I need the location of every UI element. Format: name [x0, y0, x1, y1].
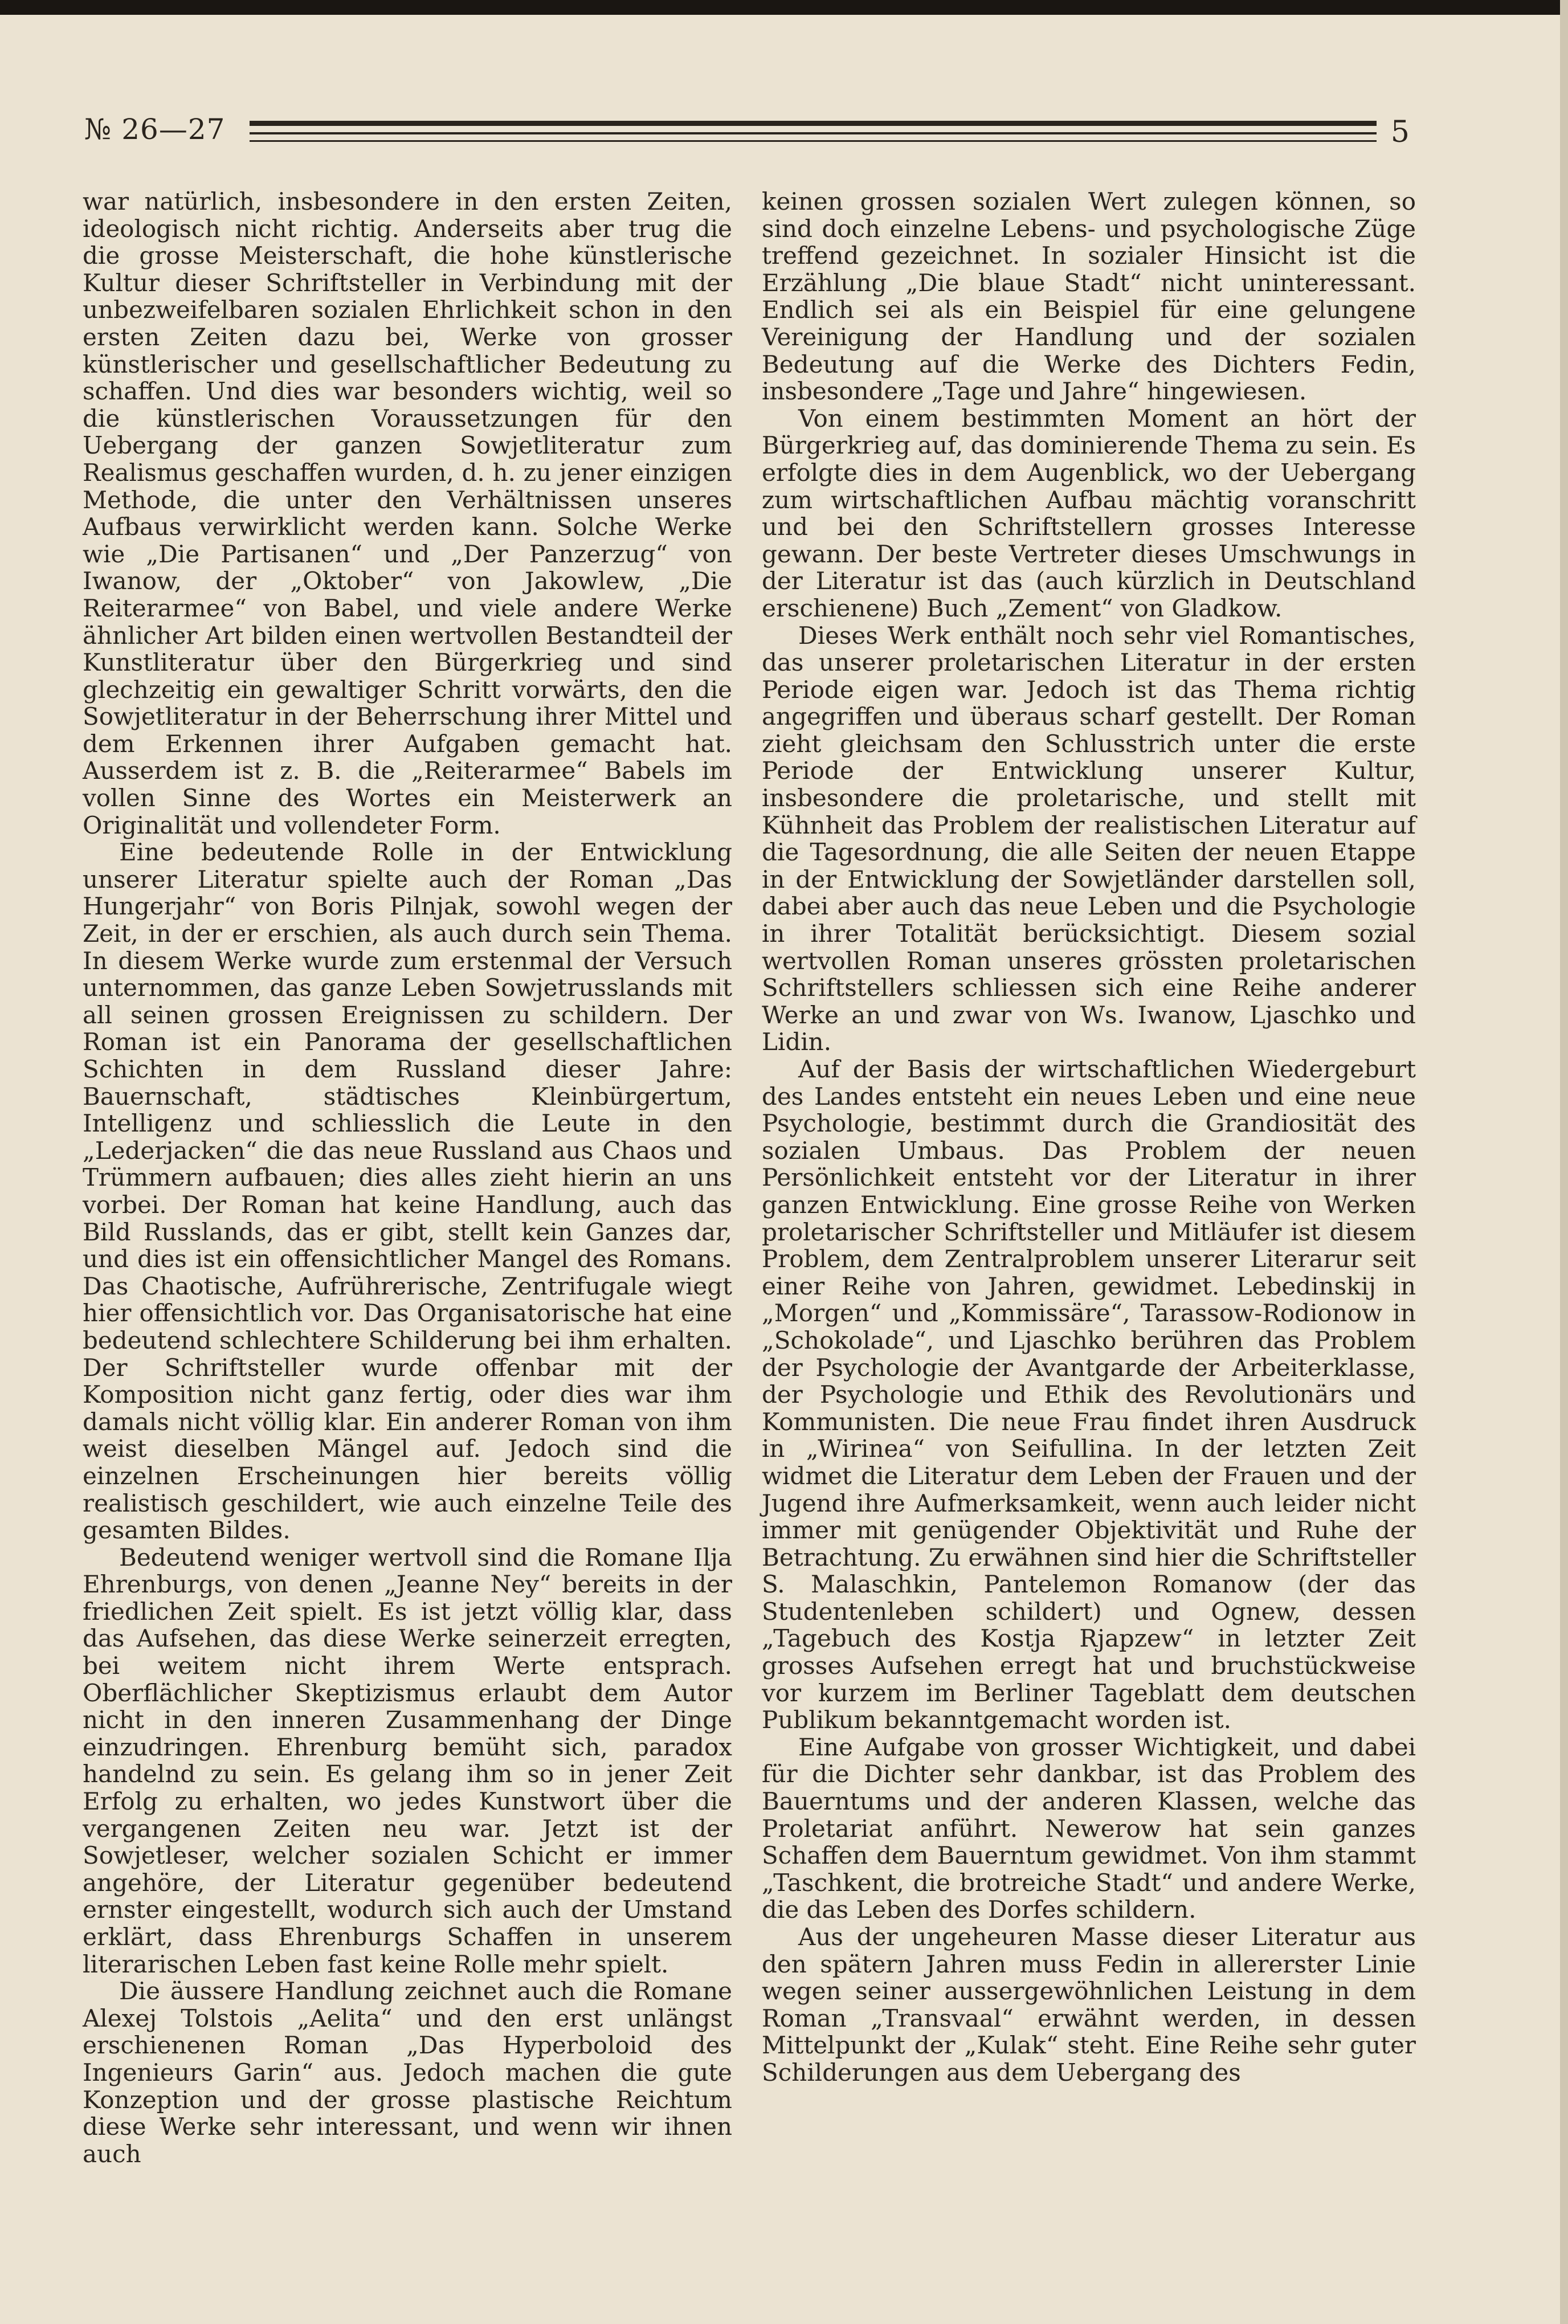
- text-column-right: [762, 188, 1416, 2086]
- header-rule: [250, 132, 1377, 134]
- text-column-left: [83, 188, 732, 2167]
- scan-border-right: [1560, 0, 1568, 2324]
- paragraph: Aus der ungeheuren Masse dieser Literatur aus den spätern Jahren muss Fedin in allererster Linie wegen seiner aussergewöhnlichen Leistung in dem Roman „Transvaal“ erwähnt werden, in dessen Mittelpunkt der „Kulak“ steht. Eine Reihe sehr guter Schilderungen aus dem Uebergang des: [762, 1923, 1416, 2086]
- paragraph: keinen grossen sozialen Wert zulegen können, so sind doch einzelne Lebens- und psychologische Züge treffend gezeichnet. In sozialer Hinsicht ist die Erzählung „Die blaue Stadt“ nicht uninteressant. Endlich sei als ein Beispiel für eine gelungene Vereinigung der Handlung und der sozialen Bedeutung auf die Werke des Dichters Fedin, insbesondere „Tage und Jahre“ hingewiesen.: [762, 187, 1416, 406]
- paragraph: war natürlich, insbesondere in den ersten Zeiten, ideologisch nicht richtig. Anderseits aber trug die die grosse Meisterschaft, die hohe künstlerische Kultur dieser Schriftsteller in Verbindung mit der unbezweifelbaren sozialen Ehrlichkeit schon in den ersten Zeiten dazu bei, Werke von grosser künstlerischer und gesellschaftlicher Bedeutung zu schaffen. Und dies war besonders wichtig, weil so die künstlerischen Voraussetzungen für den Uebergang der ganzen Sowjetliteratur zum Realismus geschaffen wurden, d. h. zu jener einzigen Methode, die unter den Verhältnissen unseres Aufbaus verwirklicht werden kann. Solche Werke wie „Die Partisanen“ und „Der Panzerzug“ von Iwanow, der „Oktober“ von Jakowlew, „Die Reiterarmee“ von Babel, und viele andere Werke ähnlicher Art bilden einen wertvollen Bestandteil der Kunstliteratur über den Bürgerkrieg und sind glechzeitig ein gewaltiger Schritt vorwärts, den die Sowjetliteratur in der Beherrschung ihrer Mittel und dem Erkennen ihrer Aufgaben gemacht hat. Ausserdem ist z. B. die „Reiterarmee“ Babels im vollen Sinne des Wortes ein Meisterwerk an Originalität und vollendeter Form.: [83, 187, 732, 839]
- issue-number: № 26—27: [84, 113, 226, 146]
- page-number: 5: [1390, 115, 1410, 149]
- paragraph: Bedeutend weniger wertvoll sind die Romane Ilja Ehrenburgs, von denen „Jeanne Ney“ bereits in der friedlichen Zeit spielt. Es ist jetzt völlig klar, dass das Aufsehen, das diese Werke seinerzeit erregten, bei weitem nicht ihrem Werte entsprach. Oberflächlicher Skeptizismus erlaubt dem Autor nicht in den inneren Zusammenhang der Dinge einzudringen. Ehrenburg bemüht sich, paradox handelnd zu sein. Es gelang ihm so in jener Zeit Erfolg zu erhalten, wo jedes Kunstwort über die vergangenen Zeiten neu war. Jetzt ist der Sowjetleser, welcher sozialen Schicht er immer angehöre, der Literatur gegenüber bedeutend ernster eingestellt, wodurch sich auch der Umstand erklärt, dass Ehrenburgs Schaffen in unserem literarischen Leben fast keine Rolle mehr spielt.: [83, 1543, 732, 1978]
- paragraph: Die äussere Handlung zeichnet auch die Romane Alexej Tolstois „Aelita“ und den erst unlängst erschienenen Roman „Das Hyperboloid des Ingenieurs Garin“ aus. Jedoch machen die gute Konzeption und der grosse plastische Reichtum diese Werke sehr interessant, und wenn wir ihnen auch: [83, 1977, 732, 2168]
- header-rule: [250, 140, 1377, 142]
- paragraph: Eine bedeutende Rolle in der Entwicklung unserer Literatur spielte auch der Roman „Das Hungerjahr“ von Boris Pilnjak, sowohl wegen der Zeit, in der er erschien, als auch durch sein Thema. In diesem Werke wurde zum erstenmal der Versuch unternommen, das ganze Leben Sowjetrusslands mit all seinen grossen Ereignissen zu schildern. Der Roman ist ein Panorama der gesellschaftlichen Schichten in dem Russland dieser Jahre: Bauernschaft, städtisches Kleinbürgertum, Intelligenz und schliesslich die Leute in den „Lederjacken“ die das neue Russland aus Chaos und Trümmern aufbauen; dies alles zieht hierin an uns vorbei. Der Roman hat keine Handlung, auch das Bild Russlands, das er gibt, stellt kein Ganzes dar, und dies ist ein offensichtlicher Mangel des Romans. Das Chaotische, Aufrührerische, Zentrifugale wiegt hier offensichtlich vor. Das Organisatorische hat eine bedeutend schlechtere Schilderung bei ihm erhalten. Der Schriftsteller wurde offenbar mit der Komposition nicht ganz fertig, oder dies war ihm damals nicht völlig klar. Ein anderer Roman von ihm weist dieselben Mängel auf. Jedoch sind die einzelnen Erscheinungen hier bereits völlig realistisch geschildert, wie auch einzelne Teile des gesamten Bildes.: [83, 838, 732, 1545]
- header-rule: [250, 121, 1377, 126]
- paragraph: Auf der Basis der wirtschaftlichen Wiedergeburt des Landes entsteht ein neues Leben und eine neue Psychologie, bestimmt durch die Grandiosität des sozialen Umbaus. Das Problem der neuen Persönlichkeit entsteht vor der Literatur in ihrer ganzen Entwicklung. Eine grosse Reihe von Werken proletarischer Schriftsteller und Mitläufer ist diesem Problem, dem Zentralproblem unserer Literarur seit einer Reihe von Jahren, gewidmet. Lebedinskij in „Morgen“ und „Kommissäre“, Tarassow-Rodionow in „Schokolade“, und Ljaschko berühren das Problem der Psychologie der Avantgarde der Arbeiterklasse, der Psychologie und Ethik des Revolutionärs und Kommunisten. Die neue Frau findet ihren Ausdruck in „Wirinea“ von Seifullina. In der letzten Zeit widmet die Literatur dem Leben der Frauen und der Jugend ihre Aufmerksamkeit, wenn auch leider nicht immer mit genügender Objektivität und Ruhe der Betrachtung. Zu erwähnen sind hier die Schriftsteller S. Malaschkin, Pantelemon Romanow (der das Studentenleben schildert) und Ognew, dessen „Tagebuch des Kostja Rjapzew“ in letzter Zeit grosses Aufsehen erregt hat und bruchstückweise vor kurzem im Berliner Tageblatt dem deutschen Publikum bekanntgemacht worden ist.: [762, 1055, 1416, 1734]
- paragraph: Dieses Werk enthält noch sehr viel Romantisches, das unserer proletarischen Literatur in der ersten Periode eigen war. Jedoch ist das Thema richtig angegriffen und überaus scharf gestellt. Der Roman zieht gleichsam den Schlusstrich unter die erste Periode der Entwicklung unserer Kultur, insbesondere die proletarische, und stellt mit Kühnheit das Problem der realistischen Literatur auf die Tagesordnung, die alle Seiten der neuen Etappe in der Entwicklung der Sowjetländer darstellen soll, dabei aber auch das neue Leben und die Psychologie in ihrer Totalität berücksichtigt. Diesem sozial wertvollen Roman unseres grössten proletarischen Schriftstellers schliessen sich eine Reihe anderer Werke an und zwar von Ws. Iwanow, Ljaschko und Lidin.: [762, 621, 1416, 1056]
- paragraph: Von einem bestimmten Moment an hört der Bürgerkrieg auf, das dominierende Thema zu sein. Es erfolgte dies in dem Augenblick, wo der Uebergang zum wirtschaftlichen Aufbau mächtig voranschritt und bei den Schriftstellern grosses Interesse gewann. Der beste Vertreter dieses Umschwungs in der Literatur ist das (auch kürzlich in Deutschland erschienene) Buch „Zement“ von Gladkow.: [762, 404, 1416, 622]
- page-header: [80, 107, 1420, 158]
- scan-border-top: [0, 0, 1568, 15]
- paragraph: Eine Aufgabe von grosser Wichtigkeit, und dabei für die Dichter sehr dankbar, ist das Problem des Bauerntums und der anderen Klassen, welche das Proletariat anführt. Newerow hat sein ganzes Schaffen dem Bauerntum gewidmet. Von ihm stammt „Taschkent, die brotreiche Stadt“ und andere Werke, die das Leben des Dorfes schildern.: [762, 1733, 1416, 1924]
